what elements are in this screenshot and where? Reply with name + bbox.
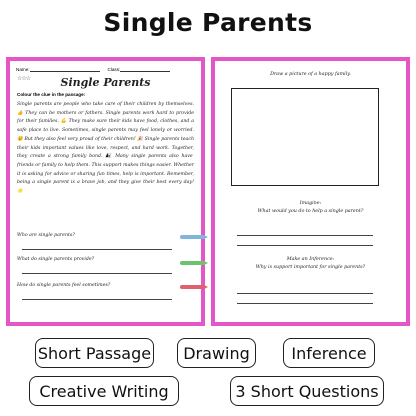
question-3-text: How do single parents feel sometimes? [17,283,111,288]
question-2 [17,257,194,262]
worksheet-title: Single Parents [60,76,151,89]
name-label: Name: [16,67,30,72]
answer-line [22,249,172,250]
worksheet-page-activity [211,57,410,326]
reading-passage: Single parents are people who take care of their children by themselves. 👍 They can be mothers or fathers. Single parents work hard to provide for their families. 💪 They make sure their kids have food, clothes, and a safe place to live. Sometimes, single parents may feel lonely or worried. 😟 But they also feel very proud of their children! 🎉 Single parents teach their kids important values like love, respect, and hard work. Together, they create a strong family bond. 👨‍👧 Many single parents also have friends or family to help them. This support makes things easier. Whether it is asking for advice or sharing fun times, help is important. Remember, being a single parent is a brave job, and they give their best every day! 🌟 [17,102,194,195]
answer-line [237,235,373,236]
answer-line [22,273,172,274]
product-title: Single Parents [103,8,313,37]
crayon-icon-red [180,285,204,289]
tag-creative-writing: Creative Writing [29,376,179,406]
class-label: Class: [107,67,121,72]
name-line [30,67,100,72]
tag-3-short-questions: 3 Short Questions [230,376,384,406]
crayon-icon-green [180,261,204,265]
worksheet-page-reading [6,57,205,326]
name-class-row [16,67,195,72]
imagine-heading: Imagine: [299,201,322,206]
rating-stars: ☆☆☆ [17,75,31,82]
question-1 [17,233,194,238]
answer-line [237,303,373,304]
question-3 [17,283,194,288]
drawing-box [231,88,379,186]
crayon-icon-blue [180,235,204,239]
class-line [120,67,170,72]
imagine-question: What would you do to help a single parent? [257,209,364,214]
tag-drawing: Drawing [177,338,256,368]
question-2-text: What do single parents provide? [17,257,95,262]
question-1-text: Who are single parents? [17,233,75,238]
inference-heading: Make an Inference: [286,257,335,262]
answer-line [237,245,373,246]
answer-line [22,299,172,300]
answer-line [237,293,373,294]
inference-question: Why is support important for single parents? [255,265,366,270]
tag-short-passage: Short Passage [35,338,154,368]
instruction-text: Colour the clue in the passage: [17,92,86,97]
tag-inference: Inference [283,338,375,368]
draw-prompt: Draw a picture of a happy family. [270,72,351,77]
